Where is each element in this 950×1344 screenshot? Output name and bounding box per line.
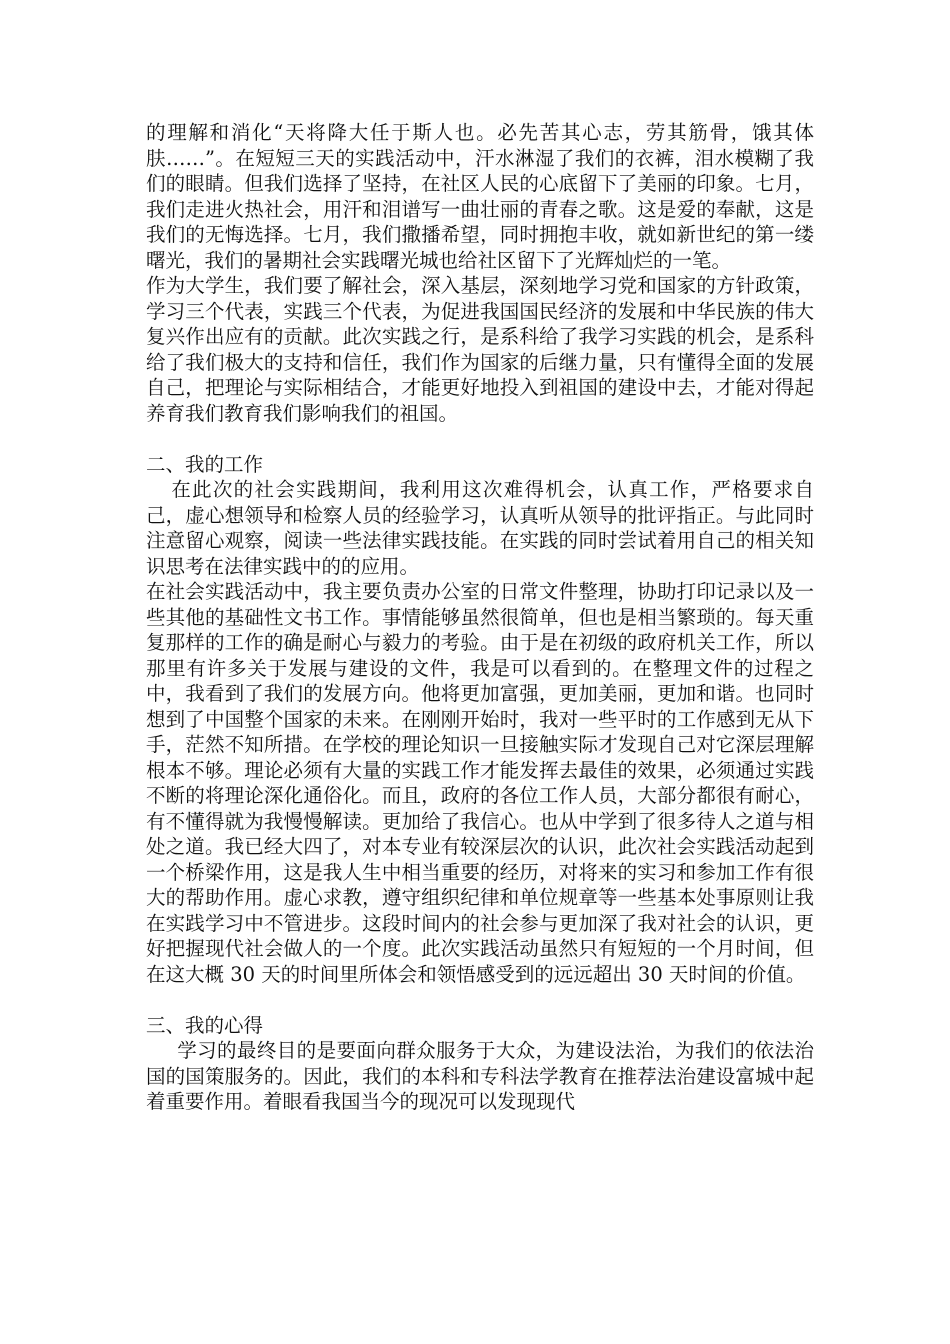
paragraph-work-details: 在社会实践活动中，我主要负责办公室的日常文件整理，协助打印记录以及一些其他的基础性文书工作。事情能够虽然很简单，但也是相当繁琐的。每天重复那样的工作的确是耐心与毅力的考验。由于是在初级的政府机关工作，所以那里有许多关于发展与建设的文件，我是可以看到的。在整理文件的过程之中，我看到了我们的发展方向。他将更加富强，更加美丽，更加和谐。也同时想到了中国整个国家的未来。在刚刚开始时，我对一些平时的工作感到无从下手，茫然不知所措。在学校的理论知识一旦接触实际才发现自己对它深层理解根本不够。理论必须有大量的实践工作才能发挥去最佳的效果，必须通过实践不断的将理论深化通俗化。而且，政府的各位工作人员，大部分都很有耐心，有不懂得就为我慢慢解读。更加给了我信心。也从中学到了很多待人之道与相处之道。我已经大四了，对本专业有较深层次的认识，此次社会实践活动起到一个桥梁作用，这是我人生中相当重要的经历，对将来的实习和参加工作有很大的帮助作用。虚心求教，遵守组织纪律和单位规章等一些基本处事原则让我在实践学习中不管进步。这段时间内的社会参与更加深了我对社会的认识，更好把握现代社会做人的一个度。此次实践活动虽然只有短短的一个月时间，但在这大概 30 天的时间里所体会和领悟感受到的远远超出 30 天时间的价值。 bbox=[146, 580, 814, 986]
paragraph-experience-intro: 学习的最终目的是要面向群众服务于大众，为建设法治，为我们的依法治国的国策服务的。因此，我们的本科和专科法学教育在推荐法治建设富城中起着重要作用。着眼看我国当今的现况可以发现现代 bbox=[146, 1039, 814, 1113]
paragraph-work-intro: 在此次的社会实践期间，我利用这次难得机会，认真工作，严格要求自己，虚心想领导和检察人员的经验学习，认真听从领导的批评指正。与此同时注意留心观察，阅读一些法律实践技能。在实践的同时尝试着用自己的相关知识思考在法律实践中的的应用。 bbox=[146, 478, 814, 578]
document-page bbox=[146, 120, 814, 1115]
blank-line bbox=[146, 426, 814, 452]
section-heading-my-work: 二、我的工作 bbox=[146, 452, 264, 476]
paragraph-practice-summary: 的理解和消化“天将降大任于斯人也。必先苦其心志，劳其筋骨，饿其体肤……”。在短短三天的实践活动中，汗水淋湿了我们的衣裤，泪水模糊了我们的眼睛。但我们选择了坚持，在社区人民的心底留下了美丽的印象。七月，我们走进火热社会，用汗和泪谱写一曲壮丽的青春之歌。这是爱的奉献，这是我们的无悔选择。七月，我们撒播希望，同时拥抱丰收，就如新世纪的第一缕曙光，我们的暑期社会实践曙光城也给社区留下了光辉灿烂的一笔。 bbox=[146, 121, 814, 272]
paragraph-student-duty: 作为大学生，我们要了解社会，深入基层，深刻地学习党和国家的方针政策，学习三个代表，实践三个代表，为促进我国国民经济的发展和中华民族的伟大复兴作出应有的贡献。此次实践之行，是系科给了我学习实践的机会，是系科给了我们极大的支持和信任，我们作为国家的后继力量，只有懂得全面的发展自己，把理论与实际相结合，才能更好地投入到祖国的建设中去，才能对得起养育我们教育我们影响我们的祖国。 bbox=[146, 274, 814, 425]
blank-line bbox=[146, 987, 814, 1013]
section-heading-my-experience: 三、我的心得 bbox=[146, 1013, 264, 1037]
